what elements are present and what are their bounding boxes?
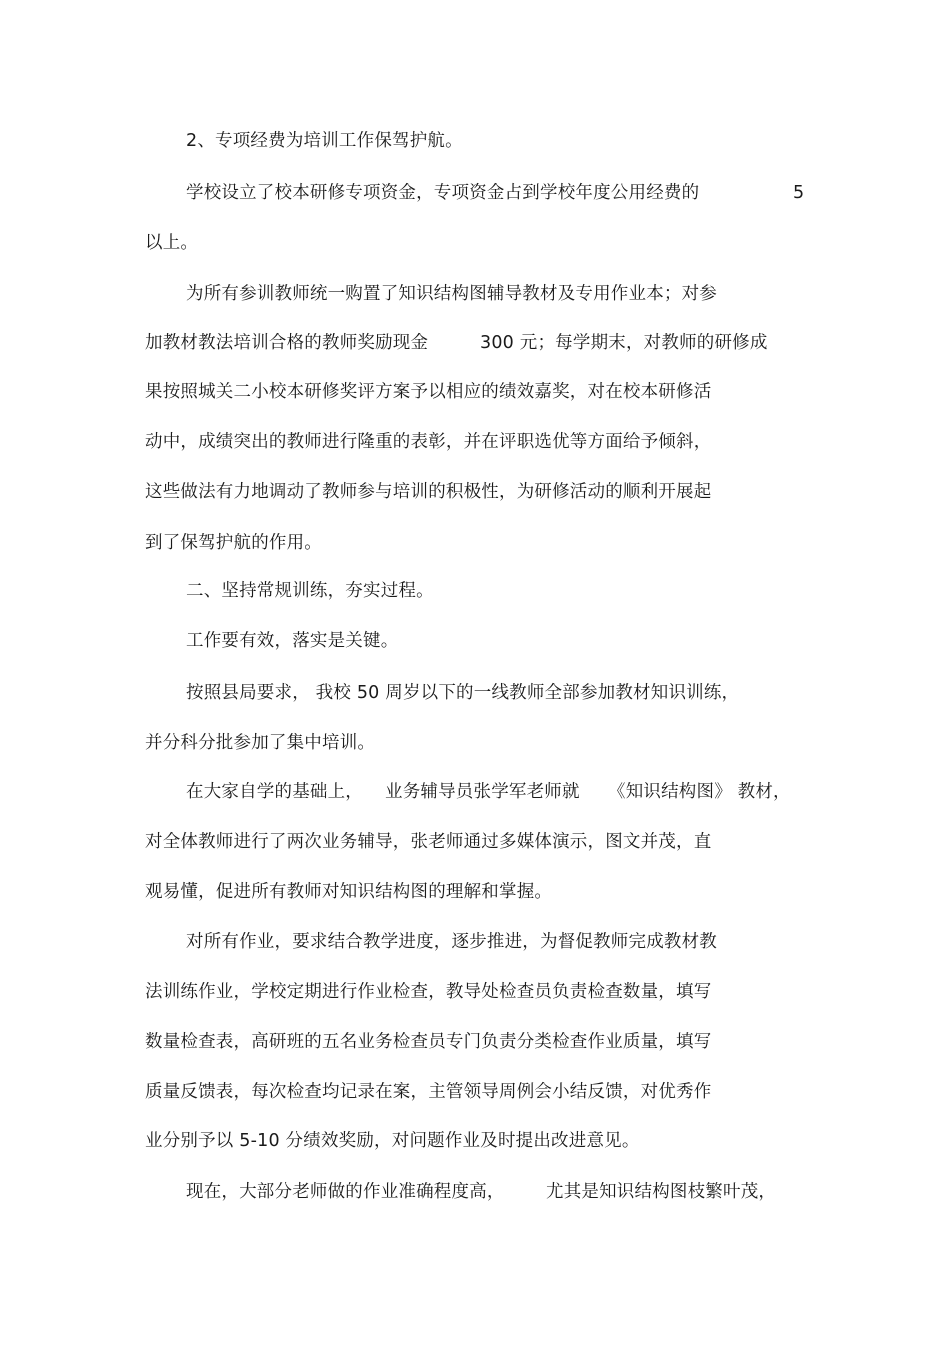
paragraph-line: 业分别予以 5-10 分绩效奖励，对问题作业及时提出改进意见。 (145, 1131, 640, 1151)
paragraph-line: 300 元；每学期末，对教师的研修成 (480, 333, 768, 353)
paragraph-line: 这些做法有力地调动了教师参与培训的积极性，为研修活动的顺利开展起 (145, 482, 712, 502)
paragraph-line: 《知识结构图》 教材， (608, 782, 791, 802)
paragraph-line: 果按照城关二小校本研修奖评方案予以相应的绩效嘉奖，对在校本研修活 (145, 382, 712, 402)
paragraph-line: 现在，大部分老师做的作业准确程度高， (186, 1182, 505, 1202)
section-heading: 二、坚持常规训练，夯实过程。 (186, 581, 434, 601)
paragraph-line: 以上。 (145, 233, 199, 253)
paragraph-line: 尤其是知识结构图枝繁叶茂， (546, 1182, 777, 1202)
paragraph-line: 质量反馈表，每次检查均记录在案，主管领导周例会小结反馈，对优秀作 (145, 1082, 712, 1102)
paragraph-line: 观易懂，促进所有教师对知识结构图的理解和掌握。 (145, 882, 553, 902)
paragraph-line: 为所有参训教师统一购置了知识结构图辅导教材及专用作业本；对参 (186, 284, 717, 304)
paragraph-line: 学校设立了校本研修专项资金，专项资金占到学校年度公用经费的 (186, 183, 700, 203)
paragraph-line: 加教材教法培训合格的教师奖励现金 (145, 333, 429, 353)
paragraph-line: 动中，成绩突出的教师进行隆重的表彰，并在评职选优等方面给予倾斜， (145, 432, 712, 452)
paragraph-line: 法训练作业，学校定期进行作业检查，教导处检查员负责检查数量，填写 (145, 982, 712, 1002)
paragraph-line: 按照县局要求， 我校 50 周岁以下的一线教师全部参加教材知识训练， (186, 683, 740, 703)
heading-special-funds: 2、专项经费为培训工作保驾护航。 (186, 131, 463, 151)
paragraph-line: 业务辅导员张学军老师就 (385, 782, 580, 802)
paragraph-line: 到了保驾护航的作用。 (145, 533, 322, 553)
paragraph-line: 在大家自学的基础上， (186, 782, 363, 802)
paragraph-line: 对全体教师进行了两次业务辅导，张老师通过多媒体演示，图文并茂，直 (145, 832, 712, 852)
paragraph-line: 5 (793, 183, 805, 203)
paragraph-line: 并分科分批参加了集中培训。 (145, 733, 376, 753)
paragraph-line: 数量检查表，高研班的五名业务检查员专门负责分类检查作业质量，填写 (145, 1032, 712, 1052)
paragraph-line: 对所有作业，要求结合教学进度，逐步推进，为督促教师完成教材教 (186, 932, 717, 952)
paragraph-line: 工作要有效，落实是关键。 (186, 631, 399, 651)
